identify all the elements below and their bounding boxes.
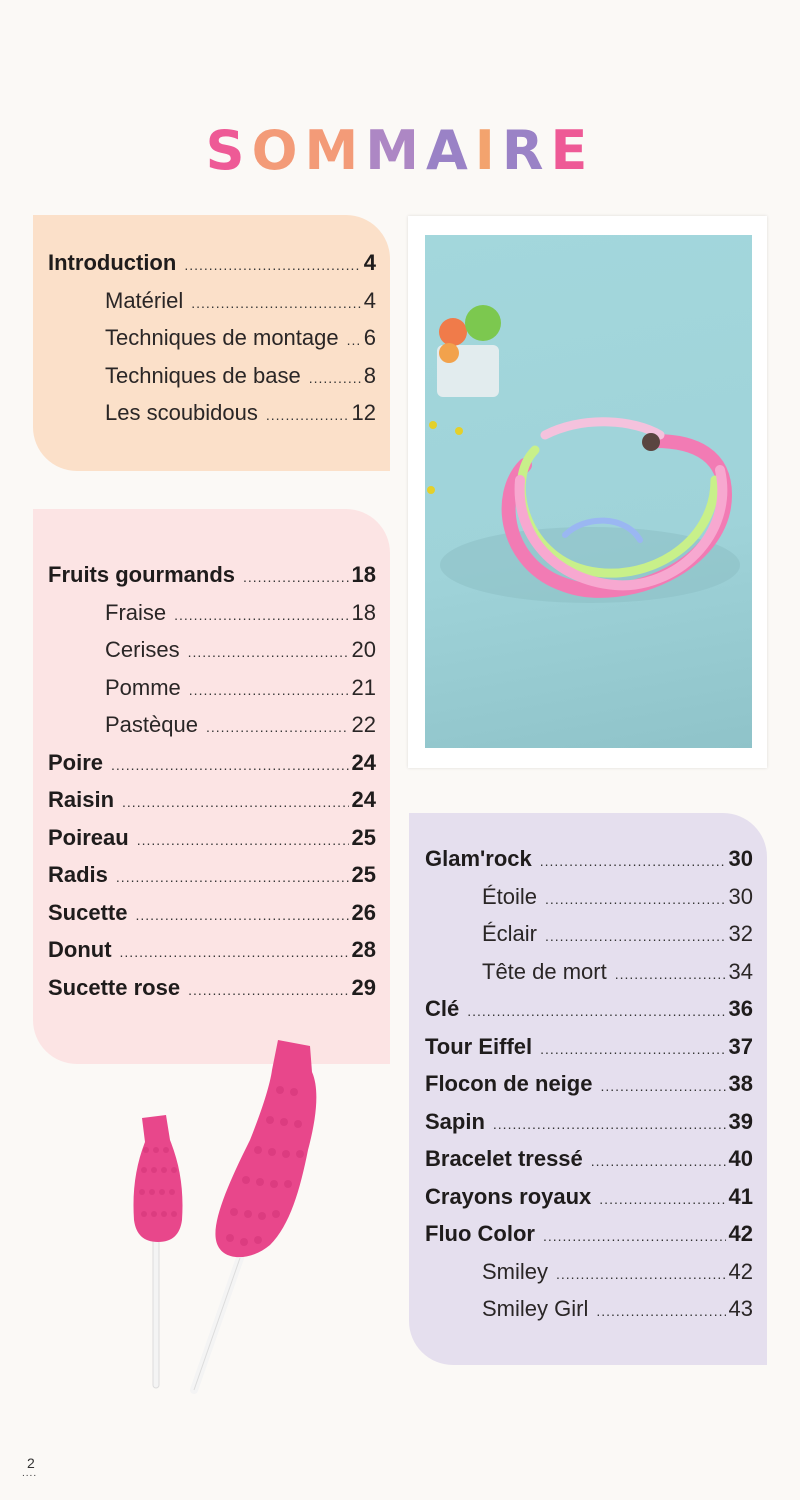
toc-leader-dots (540, 853, 726, 869)
toc-entry-label: Donut (48, 937, 112, 962)
toc-entry[interactable] (48, 600, 376, 638)
page-number-decoration: .... (22, 1468, 38, 1479)
title-letter: M (304, 119, 366, 183)
toc-entry-page: 22 (351, 712, 376, 737)
toc-leader-dots (591, 1153, 726, 1169)
toc-entry-label: Glam'rock (425, 846, 532, 871)
toc-leader-dots (122, 794, 348, 810)
toc-entry[interactable] (425, 884, 753, 922)
title-letter: M (365, 119, 426, 183)
toc-leader-dots (266, 407, 349, 423)
toc-leader-dots (543, 1228, 726, 1244)
toc-entry-label: Étoile (482, 883, 538, 909)
toc-entry-label: Poireau (48, 824, 129, 850)
toc-entry-page: 42 (728, 1221, 753, 1246)
toc-entry-label: Les scoubidous (105, 400, 258, 425)
bracelet-photo-frame (408, 216, 767, 768)
toc-entry-label: Smiley (482, 1258, 549, 1284)
toc-leader-dots (135, 907, 348, 923)
toc-entry-page: 32 (728, 921, 753, 946)
toc-entry[interactable] (425, 1146, 753, 1184)
toc-entry-label: Introduction (48, 250, 177, 275)
toc-entry-label: Techniques de base (105, 362, 301, 388)
toc-entry-page: 43 (728, 1296, 753, 1321)
title-letter: E (550, 119, 595, 183)
toc-entry-page: 41 (728, 1183, 753, 1209)
toc-entry[interactable] (425, 1259, 753, 1297)
toc-entry-page: 4 (363, 287, 376, 313)
toc-entry-page: 40 (728, 1146, 753, 1171)
toc-entry-label: Pomme (105, 674, 181, 700)
toc-entry-page: 39 (728, 1108, 753, 1134)
toc-entry[interactable] (48, 825, 376, 863)
title-letter: A (425, 119, 475, 183)
toc-entry-label: Techniques de montage (105, 325, 339, 350)
toc-entry-page: 36 (728, 996, 753, 1021)
toc-entry[interactable] (425, 846, 753, 884)
toc-entry[interactable] (425, 1296, 753, 1334)
toc-entry-page: 4 (363, 250, 376, 275)
toc-entry-label: Bracelet tressé (425, 1146, 583, 1171)
toc-entry[interactable] (425, 921, 753, 959)
toc-leader-dots (615, 966, 726, 982)
toc-entry-page: 30 (728, 883, 753, 909)
toc-leader-dots (309, 370, 361, 386)
toc-entry-page: 29 (351, 974, 376, 1000)
toc-leader-dots (545, 928, 726, 944)
toc-entry-label: Poire (48, 749, 104, 775)
toc-entry-label: Flocon de neige (425, 1071, 593, 1096)
toc-entry-label: Tête de mort (482, 958, 607, 984)
toc-entry-label: Crayons royaux (425, 1183, 592, 1209)
toc-entry-page: 18 (351, 562, 376, 587)
toc-leader-dots (556, 1266, 726, 1282)
page-title (0, 116, 800, 186)
toc-intro (48, 250, 376, 438)
toc-entry-label: Matériel (105, 287, 184, 313)
toc-entry[interactable] (48, 562, 376, 600)
toc-entry-page: 42 (728, 1258, 753, 1284)
toc-leader-dots (600, 1078, 725, 1094)
toc-entry-page: 25 (351, 824, 376, 850)
title-letter: S (205, 119, 252, 183)
toc-leader-dots (467, 1003, 725, 1019)
toc-leader-dots (137, 832, 349, 848)
toc-entry[interactable] (48, 675, 376, 713)
toc-entry[interactable] (48, 288, 376, 326)
toc-entry-page: 24 (351, 787, 376, 812)
toc-leader-dots (174, 607, 348, 623)
title-letter: I (474, 119, 502, 183)
toc-entry-page: 12 (351, 400, 376, 425)
toc-entry[interactable] (48, 900, 376, 938)
toc-entry[interactable] (48, 975, 376, 1013)
toc-leader-dots (599, 1191, 725, 1207)
toc-entry-page: 6 (363, 325, 376, 350)
toc-entry-label: Pastèque (105, 712, 198, 737)
toc-leader-dots (116, 869, 349, 885)
toc-entry-page: 28 (351, 937, 376, 962)
toc-entry[interactable] (425, 1071, 753, 1109)
title-letter: R (501, 119, 551, 183)
toc-entry-label: Éclair (482, 921, 538, 946)
toc-entry[interactable] (48, 363, 376, 401)
lollipop-illustration (120, 1030, 330, 1410)
toc-entry-label: Sucette (48, 899, 128, 925)
title-letter: O (251, 119, 305, 183)
toc-entry-page: 21 (351, 674, 376, 700)
toc-entry-label: Fraise (105, 599, 167, 625)
toc-entry-label: Tour Eiffel (425, 1033, 533, 1059)
toc-entry-page: 20 (351, 637, 376, 662)
toc-glam (425, 846, 753, 1334)
toc-leader-dots (540, 1041, 725, 1057)
toc-leader-dots (188, 982, 348, 998)
toc-entry[interactable] (48, 937, 376, 975)
toc-leader-dots (596, 1303, 725, 1319)
toc-entry-label: Cerises (105, 637, 180, 662)
toc-leader-dots (347, 332, 361, 348)
toc-leader-dots (206, 719, 349, 735)
toc-entry[interactable] (425, 996, 753, 1034)
toc-entry[interactable] (48, 750, 376, 788)
toc-leader-dots (189, 682, 349, 698)
toc-leader-dots (111, 757, 348, 773)
bracelet-photo (425, 235, 752, 748)
toc-entry[interactable] (48, 637, 376, 675)
toc-entry-label: Clé (425, 996, 460, 1021)
toc-entry[interactable] (48, 787, 376, 825)
toc-entry[interactable] (48, 862, 376, 900)
toc-leader-dots (188, 644, 349, 660)
toc-entry[interactable] (48, 712, 376, 750)
toc-leader-dots (243, 569, 349, 585)
toc-entry-label: Fluo Color (425, 1221, 535, 1246)
toc-leader-dots (184, 257, 360, 273)
toc-entry[interactable] (48, 250, 376, 288)
toc-entry-page: 8 (363, 362, 376, 388)
page-number: 2 (27, 1455, 35, 1471)
toc-entry[interactable] (425, 1109, 753, 1147)
toc-entry-label: Sapin (425, 1108, 485, 1134)
toc-entry-label: Fruits gourmands (48, 562, 236, 587)
toc-entry[interactable] (425, 1034, 753, 1072)
toc-entry-label: Radis (48, 862, 108, 887)
toc-entry[interactable] (425, 959, 753, 997)
bracelet-illustration (425, 235, 752, 748)
toc-entry-label: Raisin (48, 787, 115, 812)
toc-leader-dots (493, 1116, 726, 1132)
toc-fruits (48, 562, 376, 1012)
toc-entry-label: Sucette rose (48, 974, 181, 1000)
toc-entry-page: 26 (351, 899, 376, 925)
toc-entry-page: 25 (351, 862, 376, 887)
toc-entry-page: 24 (351, 749, 376, 775)
toc-entry[interactable] (48, 400, 376, 438)
toc-leader-dots (545, 891, 725, 907)
toc-entry[interactable] (425, 1221, 753, 1259)
toc-entry-page: 37 (728, 1033, 753, 1059)
toc-entry-label: Smiley Girl (482, 1296, 589, 1321)
toc-entry-page: 30 (728, 846, 753, 871)
toc-leader-dots (191, 295, 361, 311)
toc-entry[interactable] (425, 1184, 753, 1222)
toc-leader-dots (120, 944, 349, 960)
toc-entry-page: 38 (728, 1071, 753, 1096)
toc-entry-page: 18 (351, 599, 376, 625)
toc-entry[interactable] (48, 325, 376, 363)
toc-entry-page: 34 (728, 958, 753, 984)
